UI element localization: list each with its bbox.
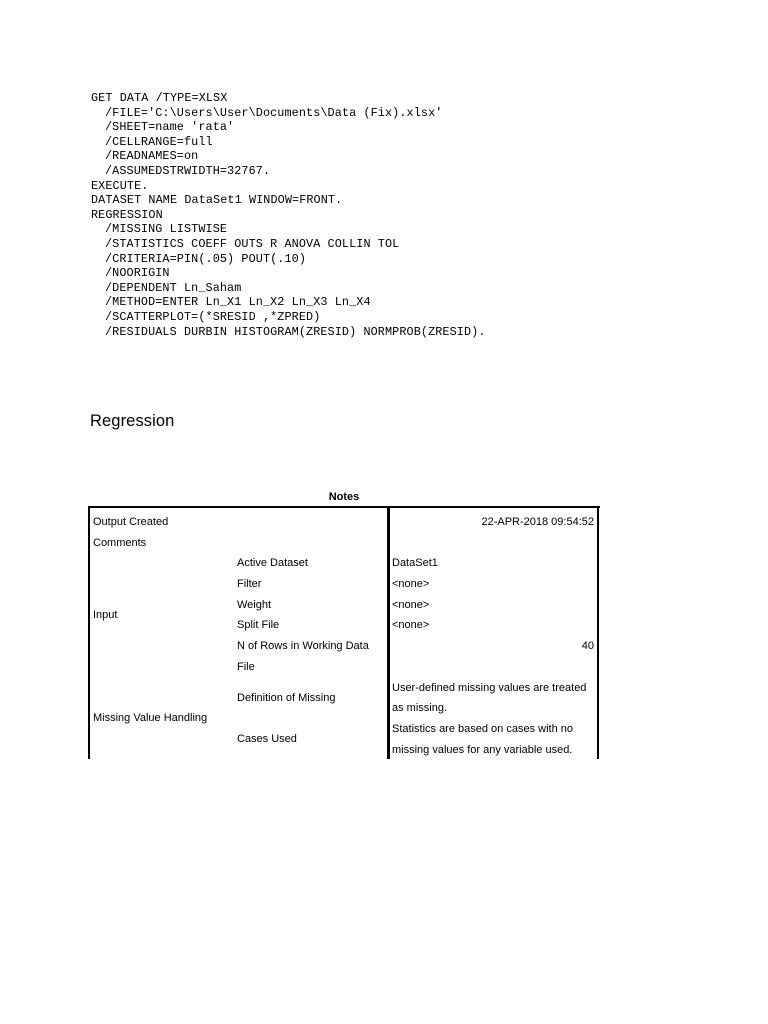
comments-label: Comments: [93, 537, 147, 549]
syntax-line: /SCATTERPLOT=(*SRESID ,*ZPRED): [105, 309, 321, 324]
definition-of-missing-value: User-defined missing values are treated: [392, 682, 587, 694]
missing-value-handling-label: Missing Value Handling: [93, 712, 208, 724]
table-border-right: [597, 506, 599, 759]
n-rows-value: 40: [581, 640, 594, 652]
n-rows-label-continued: File: [237, 661, 255, 673]
notes-table-title: Notes: [328, 491, 360, 503]
syntax-block: [91, 91, 486, 339]
cases-used-label: Cases Used: [237, 733, 297, 745]
syntax-line: /CELLRANGE=full: [105, 134, 213, 149]
syntax-line: /MISSING LISTWISE: [105, 222, 228, 237]
syntax-line: EXECUTE.: [91, 178, 149, 193]
active-dataset-label: Active Dataset: [237, 557, 308, 569]
syntax-line: REGRESSION: [91, 207, 163, 222]
cases-used-value-continued: missing values for any variable used.: [392, 744, 573, 756]
table-border-top: [88, 506, 600, 508]
filter-value: <none>: [392, 578, 430, 590]
syntax-line: /FILE='C:\Users\User\Documents\Data (Fix).xlsx': [105, 105, 443, 120]
filter-label: Filter: [237, 578, 262, 590]
syntax-line: /METHOD=ENTER Ln_X1 Ln_X2 Ln_X3 Ln_X4: [105, 295, 371, 310]
syntax-line: /NOORIGIN: [105, 266, 170, 281]
syntax-line: /DEPENDENT Ln_Saham: [105, 280, 242, 295]
definition-of-missing-label: Definition of Missing: [237, 692, 336, 704]
table-border-left: [88, 506, 90, 759]
input-label: Input: [93, 609, 118, 621]
syntax-line: DATASET NAME DataSet1 WINDOW=FRONT.: [91, 193, 343, 208]
syntax-line: /SHEET=name 'rata': [105, 120, 235, 135]
notes-table: [88, 506, 600, 759]
output-created-label: Output Created: [93, 516, 169, 528]
n-rows-label: N of Rows in Working Data: [237, 640, 369, 652]
definition-of-missing-value-continued: as missing.: [392, 702, 448, 714]
weight-label: Weight: [237, 599, 272, 611]
syntax-line: /STATISTICS COEFF OUTS R ANOVA COLLIN TOL: [105, 236, 400, 251]
syntax-line: /RESIDUALS DURBIN HISTOGRAM(ZRESID) NORMPROB(ZRESID).: [105, 324, 486, 339]
syntax-line: GET DATA /TYPE=XLSX: [91, 91, 228, 105]
table-column-divider: [387, 506, 390, 759]
section-heading: Regression: [90, 412, 175, 430]
syntax-line: /CRITERIA=PIN(.05) POUT(.10): [105, 251, 307, 266]
weight-value: <none>: [392, 599, 430, 611]
syntax-line: /ASSUMEDSTRWIDTH=32767.: [105, 163, 271, 178]
syntax-line: /READNAMES=on: [105, 149, 199, 164]
split-file-value: <none>: [392, 619, 430, 631]
cases-used-value: Statistics are based on cases with no: [392, 723, 573, 735]
split-file-label: Split File: [237, 619, 280, 631]
active-dataset-value: DataSet1: [392, 557, 438, 569]
output-created-value: 22-APR-2018 09:54:52: [481, 516, 594, 528]
